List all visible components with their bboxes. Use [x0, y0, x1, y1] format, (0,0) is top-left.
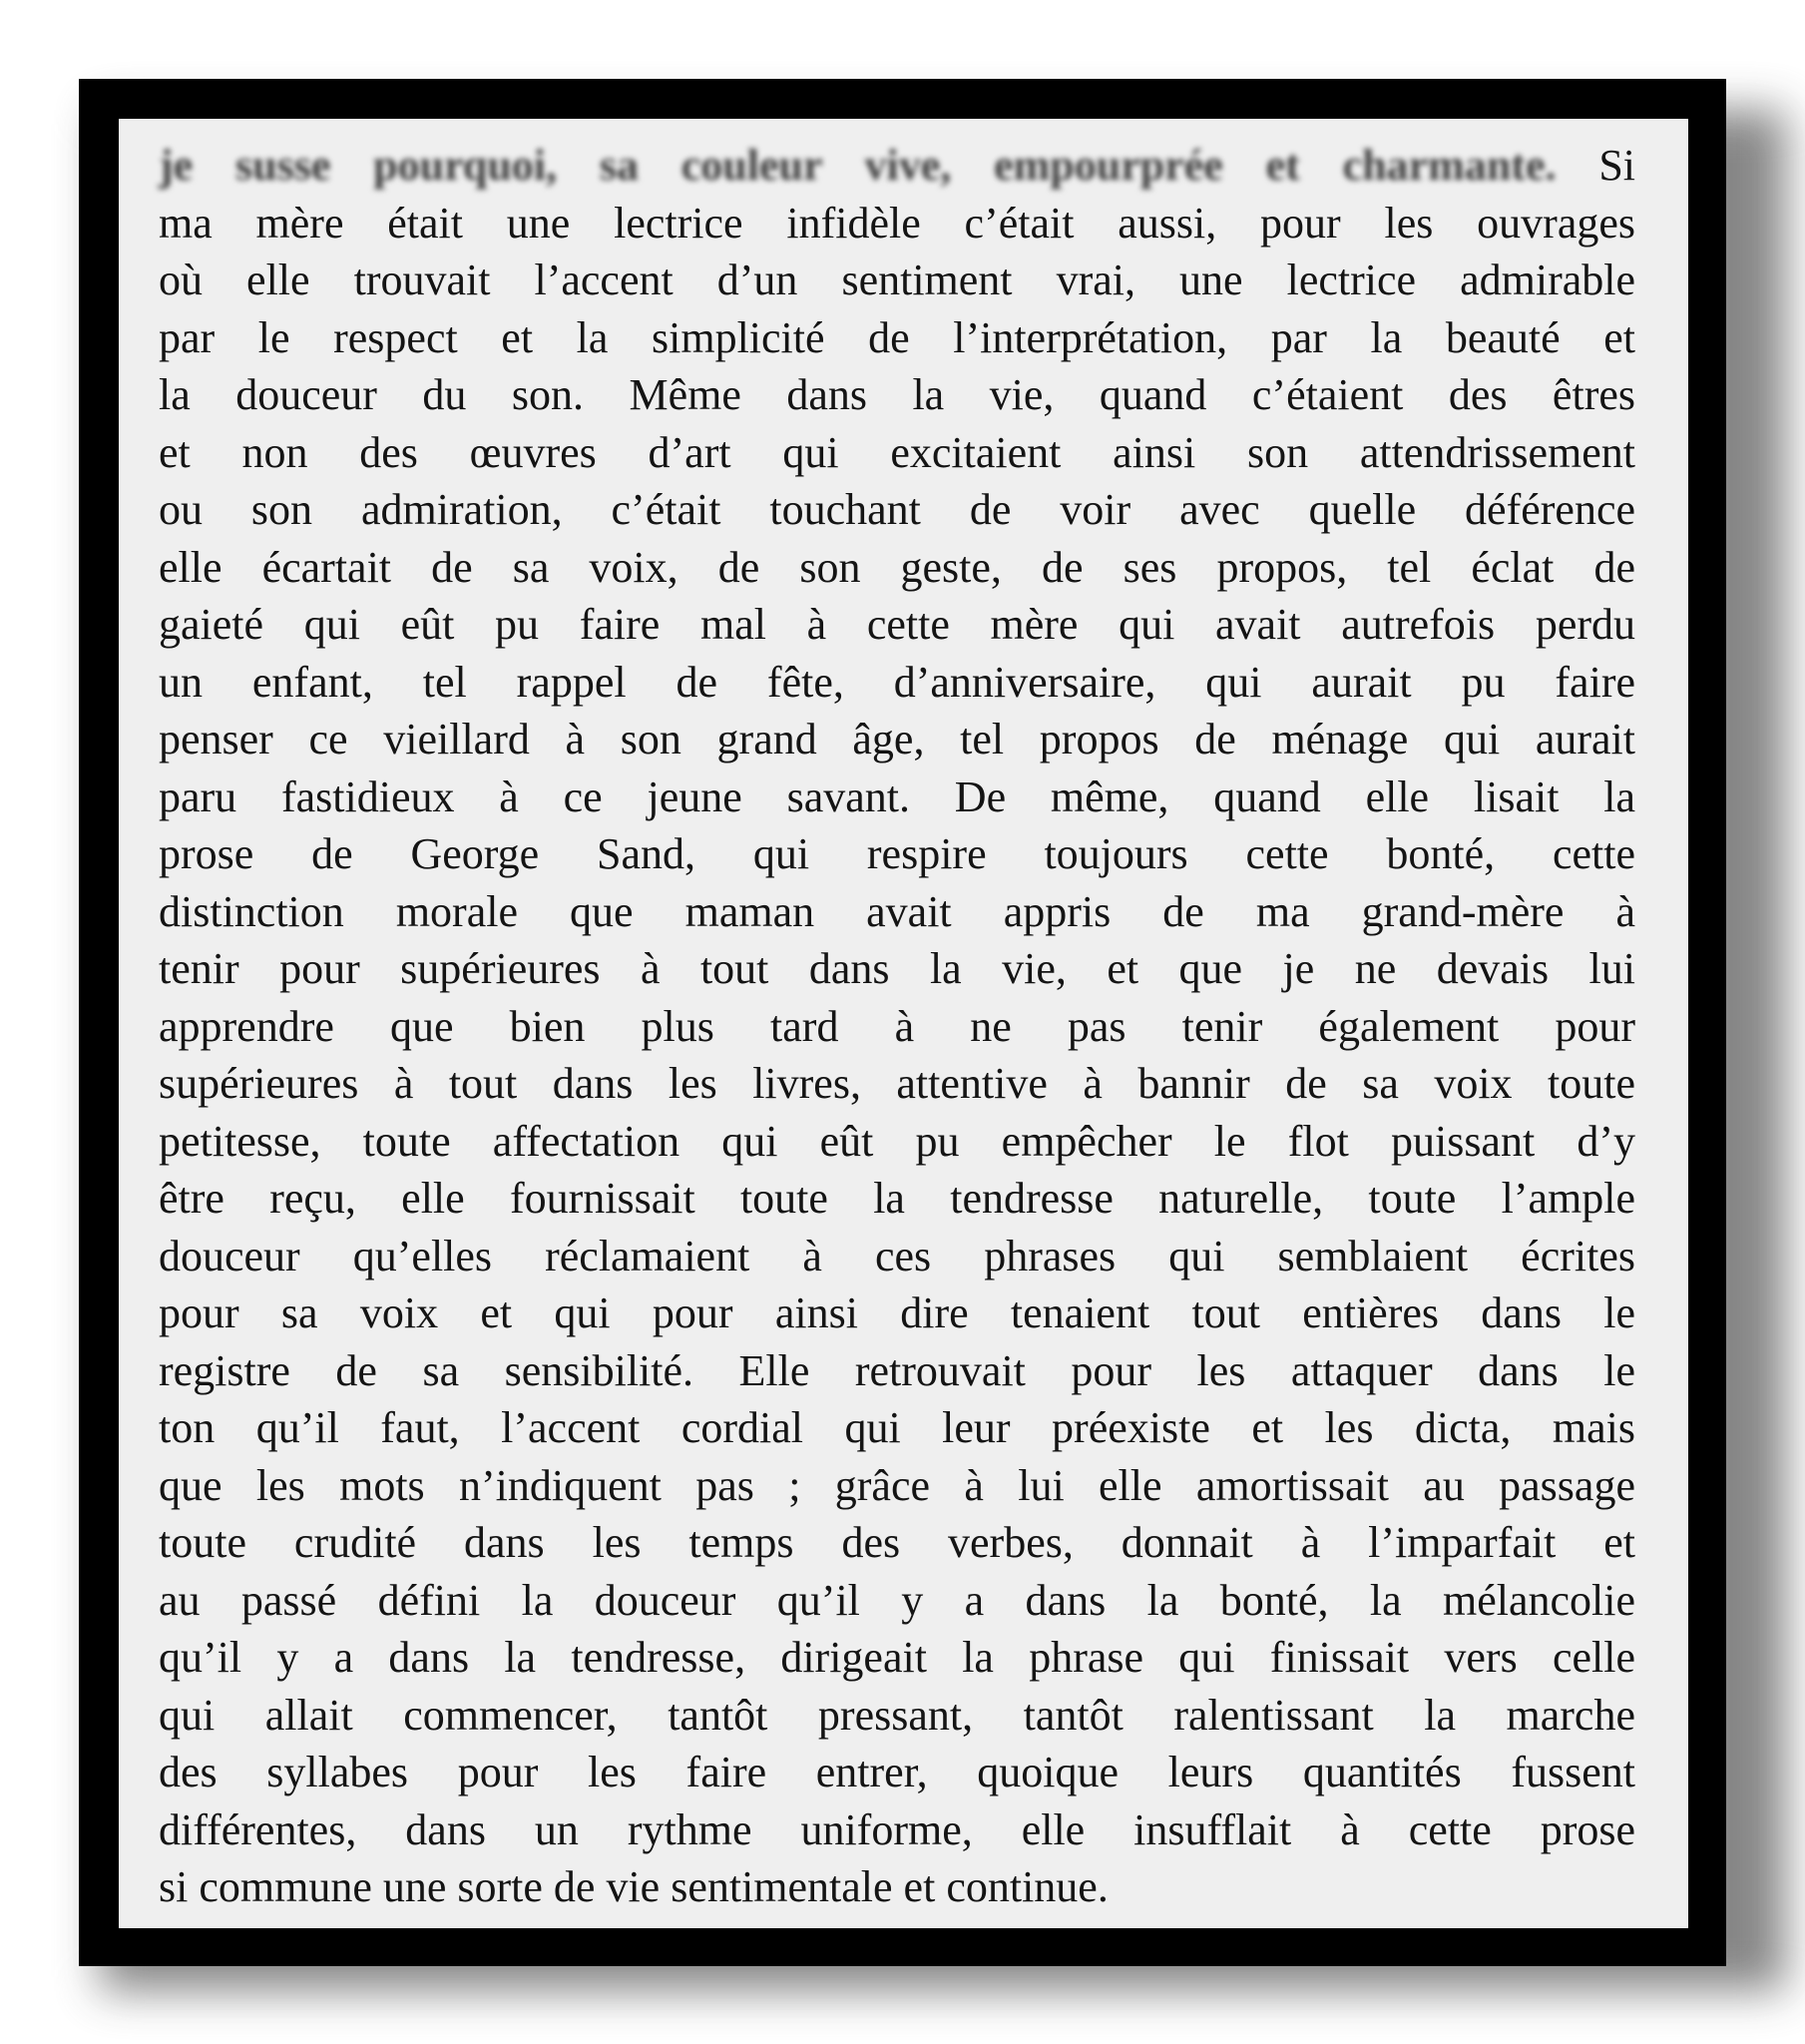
text-line: ton qu’il faut, l’accent cordial qui leur préexiste et les dicta, mais [159, 1403, 1635, 1452]
text-line: supérieures à tout dans les livres, attentive à bannir de sa voix toute [159, 1059, 1635, 1108]
page-text [159, 137, 1635, 1916]
text-line: gaieté qui eût pu faire mal à cette mère qui avait autrefois perdu [159, 600, 1635, 649]
text-line: ma mère était une lectrice infidèle c’était aussi, pour les ouvrages [159, 198, 1635, 248]
text-line: petitesse, toute affectation qui eût pu empêcher le flot puissant d’y [159, 1116, 1635, 1166]
text-line: un enfant, tel rappel de fête, d’anniversaire, qui aurait pu faire [159, 657, 1635, 707]
text-line: par le respect et la simplicité de l’interprétation, par la beauté et [159, 312, 1635, 362]
blurred-text: je susse pourquoi, sa couleur vive, empourprée et charmante. [159, 141, 1557, 190]
text-line: qui allait commencer, tantôt pressant, tantôt ralentissant la marche [159, 1690, 1635, 1740]
text-line: où elle trouvait l’accent d’un sentiment vrai, une lectrice admirable [159, 256, 1635, 304]
first-line-end: Si [1598, 141, 1636, 190]
text-line: si commune une sorte de vie sentimentale et continue. [159, 1862, 1109, 1911]
text-line: au passé défini la douceur qu’il y a dans la bonté, la mélancolie [159, 1575, 1635, 1625]
text-line: qu’il y a dans la tendresse, dirigeait la phrase qui finissait vers celle [159, 1633, 1635, 1682]
text-line: apprendre que bien plus tard à ne pas tenir également pour [159, 1001, 1635, 1051]
book-page [119, 119, 1688, 1928]
text-line: différentes, dans un rythme uniforme, elle insufflait à cette prose [159, 1804, 1635, 1854]
text-line: ou son admiration, c’était touchant de voir avec quelle déférence [159, 485, 1635, 534]
text-line: distinction morale que maman avait appris de ma grand-mère à [159, 886, 1635, 936]
text-line: douceur qu’elles réclamaient à ces phrases qui semblaient écrites [159, 1231, 1635, 1280]
text-line: registre de sa sensibilité. Elle retrouvait pour les attaquer dans le [159, 1345, 1635, 1395]
text-line: des syllabes pour les faire entrer, quoique leurs quantités fussent [159, 1748, 1635, 1796]
text-line: tenir pour supérieures à tout dans la vie, et que je ne devais lui [159, 944, 1635, 993]
text-line-first [159, 137, 1635, 195]
text-lines [159, 195, 1635, 1916]
text-line: être reçu, elle fournissait toute la tendresse naturelle, toute l’ample [159, 1174, 1635, 1223]
text-line: et non des œuvres d’art qui excitaient ainsi son attendrissement [159, 427, 1635, 477]
black-frame [79, 79, 1726, 1966]
text-line: que les mots n’indiquent pas ; grâce à lui elle amortissait au passage [159, 1460, 1635, 1510]
text-line: toute crudité dans les temps des verbes, donnait à l’imparfait et [159, 1518, 1635, 1567]
text-line: elle écartait de sa voix, de son geste, de ses propos, tel éclat de [159, 542, 1635, 592]
text-line: la douceur du son. Même dans la vie, quand c’étaient des êtres [159, 370, 1635, 419]
text-line: pour sa voix et qui pour ainsi dire tenaient tout entières dans le [159, 1288, 1635, 1337]
text-line: paru fastidieux à ce jeune savant. De même, quand elle lisait la [159, 771, 1635, 821]
text-line: prose de George Sand, qui respire toujours cette bonté, cette [159, 829, 1635, 878]
text-line: penser ce vieillard à son grand âge, tel propos de ménage qui aurait [159, 715, 1635, 764]
